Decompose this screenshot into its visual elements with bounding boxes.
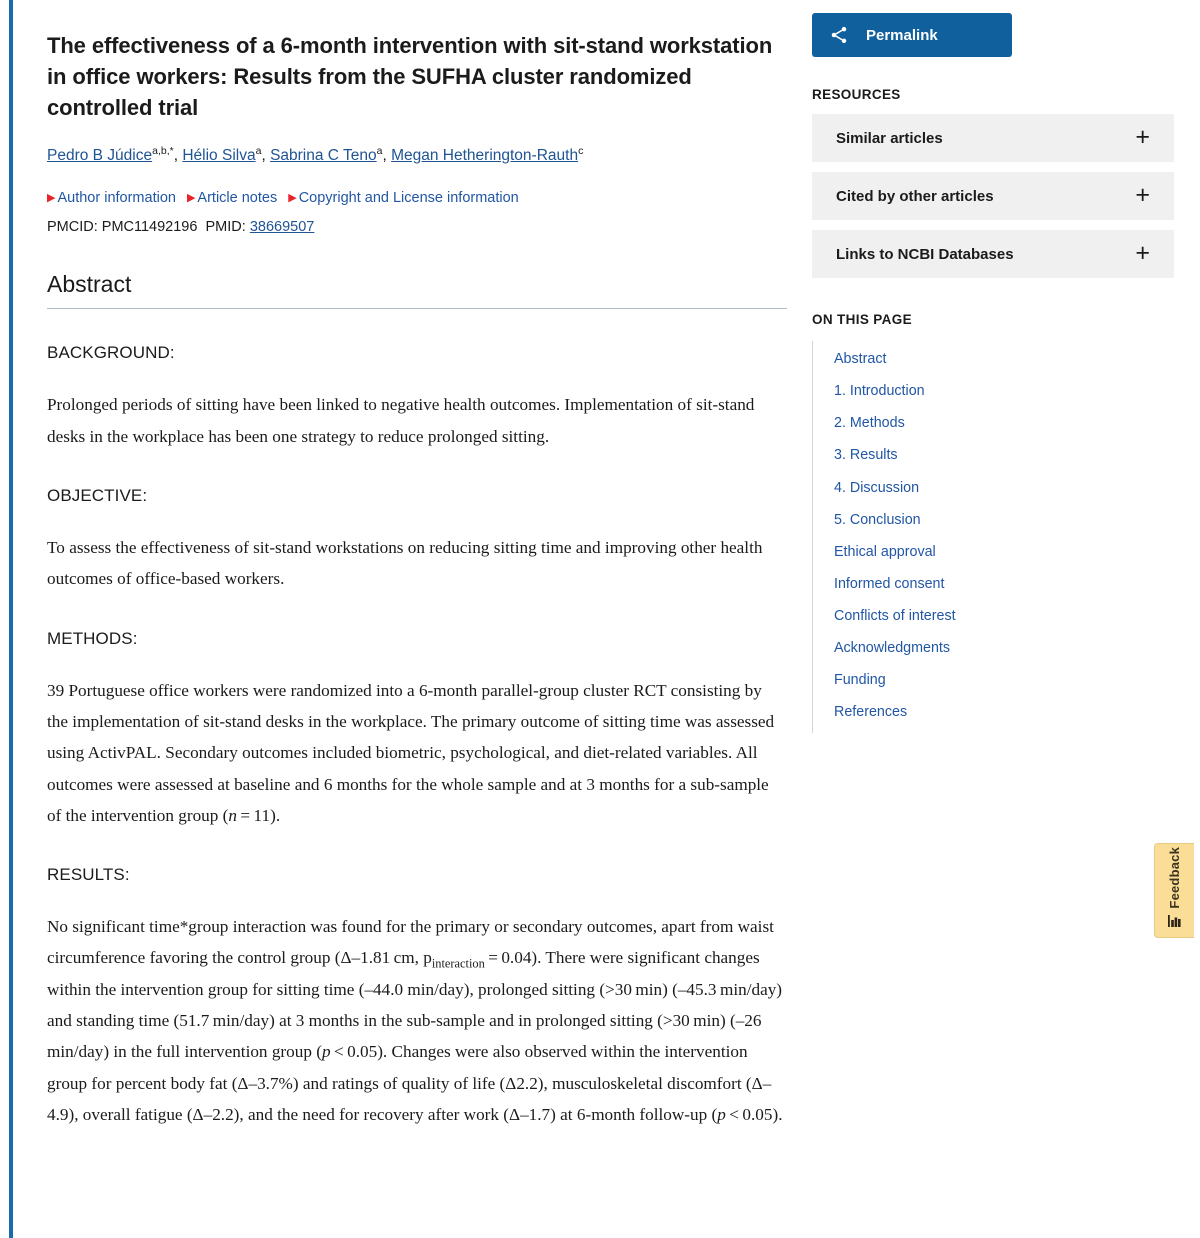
toc-item-conclusion[interactable]: 5. Conclusion: [834, 511, 921, 528]
author-affiliation: a,b,*: [152, 144, 174, 157]
resources-heading: RESOURCES: [812, 87, 901, 102]
toc-item-conflicts-of-interest[interactable]: Conflicts of interest: [834, 607, 956, 624]
permalink-button[interactable]: [812, 13, 1012, 57]
abstract-section-text-methods: 39 Portuguese office workers were randomized into a 6-month parallel-group cluster RCT consisting by the implementation of sit-stand desks in the workplace. The primary outcome of sitting time was assessed using ActivPAL. Secondary outcomes included biometric, psychological, and diet-related variables. All outcomes were assessed at baseline and 6 months for the whole sample and at 3 months for a sub-sample of the intervention group (n = 11).: [47, 680, 775, 825]
pmcid-value: PMC11492196: [101, 219, 198, 236]
author-affiliation: a: [255, 144, 262, 157]
left-accent-rail: [9, 0, 13, 1238]
triangle-right-icon: ▶: [47, 191, 56, 204]
triangle-right-icon: ▶: [186, 191, 196, 204]
author-affiliation: a: [376, 144, 383, 157]
resources-list: [812, 114, 1174, 278]
resource-label: Cited by other articles: [836, 187, 994, 205]
author-affiliation: c: [578, 144, 584, 157]
feedback-label: Feedback: [1167, 847, 1182, 909]
article-notes-toggle[interactable]: ▶ Article notes: [186, 189, 278, 206]
author-separator: ,: [382, 146, 392, 164]
resource-item-similar-articles[interactable]: [812, 114, 1174, 162]
toc-item-ethical-approval[interactable]: Ethical approval: [834, 543, 936, 560]
right-sidebar: [812, 0, 1174, 733]
toc-item-introduction[interactable]: 1. Introduction: [834, 383, 925, 400]
copyright-license-toggle[interactable]: ▶ Copyright and License information: [288, 189, 519, 206]
toc-item-abstract[interactable]: Abstract: [834, 351, 887, 368]
plus-icon: +: [1135, 122, 1150, 151]
author-separator: ,: [173, 146, 183, 164]
toc-item-discussion[interactable]: 4. Discussion: [834, 479, 920, 496]
abstract-section-text-objective: To assess the effectiveness of sit-stand workstations on reducing sitting time and improving other health outcomes of office-based workers.: [47, 538, 763, 589]
abstract-section-label-results: RESULTS:: [47, 865, 130, 885]
bar-chart-icon: [1167, 913, 1183, 934]
feedback-tab[interactable]: [1154, 843, 1194, 938]
author-link[interactable]: Megan Hetherington-Rauth: [391, 146, 579, 164]
resource-label: Links to NCBI Databases: [836, 245, 1014, 263]
plus-icon: +: [1135, 238, 1150, 267]
resource-item-links-to-ncbi-databases[interactable]: [812, 230, 1174, 278]
share-icon: [812, 25, 866, 45]
author-information-toggle[interactable]: ▶ Author information: [47, 189, 176, 206]
article-meta-links: [47, 189, 787, 208]
abstract-section-text-results: No significant time*group interaction was found for the primary or secondary outcomes, apart from waist circumference favoring the control group (Δ–1.81 cm, $p_{interaction} = 0.04$). There were significant changes within the intervention group for sitting time (–44.0 min/day), prolonged sitting (>30 min) (–45.3 min/day) and standing time (51.7 min/day) at 3 months in the sub-sample and in prolonged sitting (>30 min) (–26 min/day) in the full intervention group (p < 0.05). Changes were also observed within the intervention group for percent body fat (Δ–3.7%) and ratings of quality of life (Δ2.2), musculoskeletal discomfort (Δ–4.9), overall fatigue (Δ–2.2), and the need for recovery after work (Δ–1.7) at 6-month follow-up (p < 0.05).: [47, 917, 783, 1124]
article-identifiers: [47, 219, 787, 235]
author-list: [47, 146, 787, 167]
abstract-section-label-objective: OBJECTIVE:: [47, 486, 148, 506]
triangle-right-icon: ▶: [288, 191, 297, 204]
abstract-section-text-background: Prolonged periods of sitting have been linked to negative health outcomes. Implementation of sit-stand desks in the workplace has been one strategy to reduce prolonged sitting.: [47, 395, 755, 446]
author-link[interactable]: Pedro B Júdice: [47, 146, 153, 164]
toc-item-acknowledgments[interactable]: Acknowledgments: [834, 640, 951, 657]
article-column: [47, 0, 787, 1130]
pmcid-label: PMCID:: [47, 219, 98, 236]
toc-item-references[interactable]: References: [834, 704, 908, 721]
on-this-page-heading: ON THIS PAGE: [812, 312, 912, 327]
toc-item-methods[interactable]: 2. Methods: [834, 415, 905, 432]
author-link[interactable]: Hélio Silva: [182, 146, 256, 164]
author-link[interactable]: Sabrina C Teno: [270, 146, 377, 164]
resource-label: Similar articles: [836, 129, 943, 147]
pmid-label: PMID:: [205, 219, 246, 236]
resource-item-cited-by-other-articles[interactable]: [812, 172, 1174, 220]
toc-item-funding[interactable]: Funding: [834, 672, 886, 689]
author-separator: ,: [261, 146, 271, 164]
permalink-button-label: Permalink: [866, 26, 938, 44]
toc-item-results[interactable]: 3. Results: [834, 447, 898, 464]
plus-icon: +: [1135, 180, 1150, 209]
abstract-heading: Abstract: [47, 271, 787, 309]
page-title: The effectiveness of a 6-month intervention with sit-stand workstation in office workers: Results from the SUFHA cluster randomized controlled trial: [47, 33, 773, 121]
toc-item-informed-consent[interactable]: Informed consent: [834, 575, 945, 592]
pmid-link[interactable]: 38669507: [249, 219, 315, 236]
abstract-section-label-methods: METHODS:: [47, 628, 138, 648]
abstract-section-label-background: BACKGROUND:: [47, 343, 175, 363]
on-this-page-nav: [812, 341, 1174, 733]
